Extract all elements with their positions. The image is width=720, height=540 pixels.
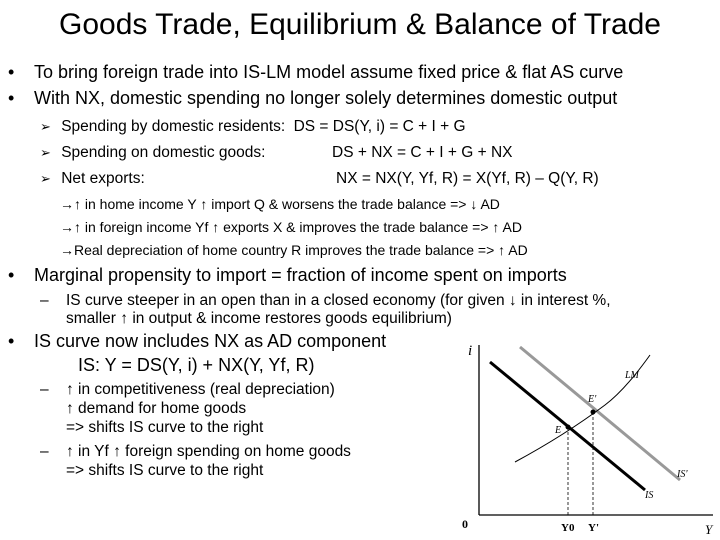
dash-item-1-line-3: => shifts IS curve to the right <box>66 419 264 436</box>
y0-label: Y0 <box>561 522 575 534</box>
arrow-item-2: →↑ in foreign income Yf ↑ exports X & improves the trade balance => ↑ AD <box>60 219 522 235</box>
dash-item-1 <box>40 381 335 436</box>
x-axis-label: Y <box>705 522 713 537</box>
bullet-1 <box>8 62 624 83</box>
dash-marker: – <box>40 292 49 309</box>
dash-item-2-line-1: ↑ in Yf ↑ foreign spending on home goods <box>66 443 351 460</box>
is-prime-curve <box>520 347 680 480</box>
bullet-3-dash-line-1: IS curve steeper in an open than in a closed economy (for given ↓ in interest %, <box>66 292 611 309</box>
sub-bullet-2-label: Spending on domestic goods: <box>61 144 266 161</box>
is-lm-graph <box>455 335 720 540</box>
dash-item-2 <box>40 443 351 479</box>
sub-bullet-3-label: Net exports: <box>61 170 145 187</box>
arrow-item-1: →↑ in home income Y ↑ import Q & worsens the trade balance => ↓ AD <box>60 196 500 212</box>
bullet-3 <box>8 265 567 286</box>
sub-bullet-3-eq: NX = NX(Y, Yf, R) = X(Yf, R) – Q(Y, R) <box>336 170 599 187</box>
sub-bullet-1 <box>40 118 466 136</box>
bullet-1-text: To bring foreign trade into IS-LM model assume fixed price & flat AS curve <box>34 62 624 82</box>
bullet-4-equation: IS: Y = DS(Y, i) + NX(Y, Yf, R) <box>78 355 315 375</box>
dash-item-2-line-2: => shifts IS curve to the right <box>66 462 264 479</box>
bullet-2 <box>8 88 618 109</box>
y-prime-label: Y' <box>588 522 599 534</box>
sub-bullet-2-eq: DS + NX = C + I + G + NX <box>332 144 513 161</box>
bullet-2-text: With NX, domestic spending no longer solely determines domestic output <box>34 88 618 108</box>
bullet-dot: • <box>8 62 15 82</box>
e-label: E <box>555 425 562 436</box>
slide-title: Goods Trade, Equilibrium & Balance of Trade <box>59 8 661 41</box>
y-axis-label: i <box>468 343 473 359</box>
bullet-3-dash-line-2: smaller ↑ in output & income restores goods equilibrium) <box>66 310 452 327</box>
dash-item-1-line-1: ↑ in competitiveness (real depreciation) <box>66 381 335 398</box>
sub-bullet-1-eq: DS = DS(Y, i) = C + I + G <box>293 118 466 135</box>
bullet-4 <box>8 331 387 352</box>
sub-bullet-3 <box>40 170 599 188</box>
is-prime-label: IS' <box>677 469 688 480</box>
bullet-3-text: Marginal propensity to import = fraction of income spent on imports <box>34 265 567 285</box>
arrowhead-icon: ➢ <box>40 145 51 160</box>
bullet-3-dash <box>40 292 611 327</box>
dash-item-1-line-2: ↑ demand for home goods <box>66 400 247 417</box>
sub-bullet-1-label: Spending by domestic residents: <box>61 118 286 135</box>
e-prime-label: E' <box>588 394 597 405</box>
is-label: IS <box>645 490 654 501</box>
dash-marker: – <box>40 381 49 398</box>
arrowhead-icon: ➢ <box>40 119 51 134</box>
origin-label: 0 <box>462 517 468 531</box>
bullet-dot: • <box>8 88 15 108</box>
arrow-item-3: →Real depreciation of home country R improves the trade balance => ↑ AD <box>60 242 528 258</box>
sub-bullet-2 <box>40 144 513 162</box>
bullet-dot: • <box>8 331 15 351</box>
lm-label: LM <box>625 370 639 381</box>
bullet-4-text: IS curve now includes NX as AD component <box>34 331 387 351</box>
dash-marker: – <box>40 443 49 460</box>
bullet-dot: • <box>8 265 15 285</box>
arrowhead-icon: ➢ <box>40 171 51 186</box>
